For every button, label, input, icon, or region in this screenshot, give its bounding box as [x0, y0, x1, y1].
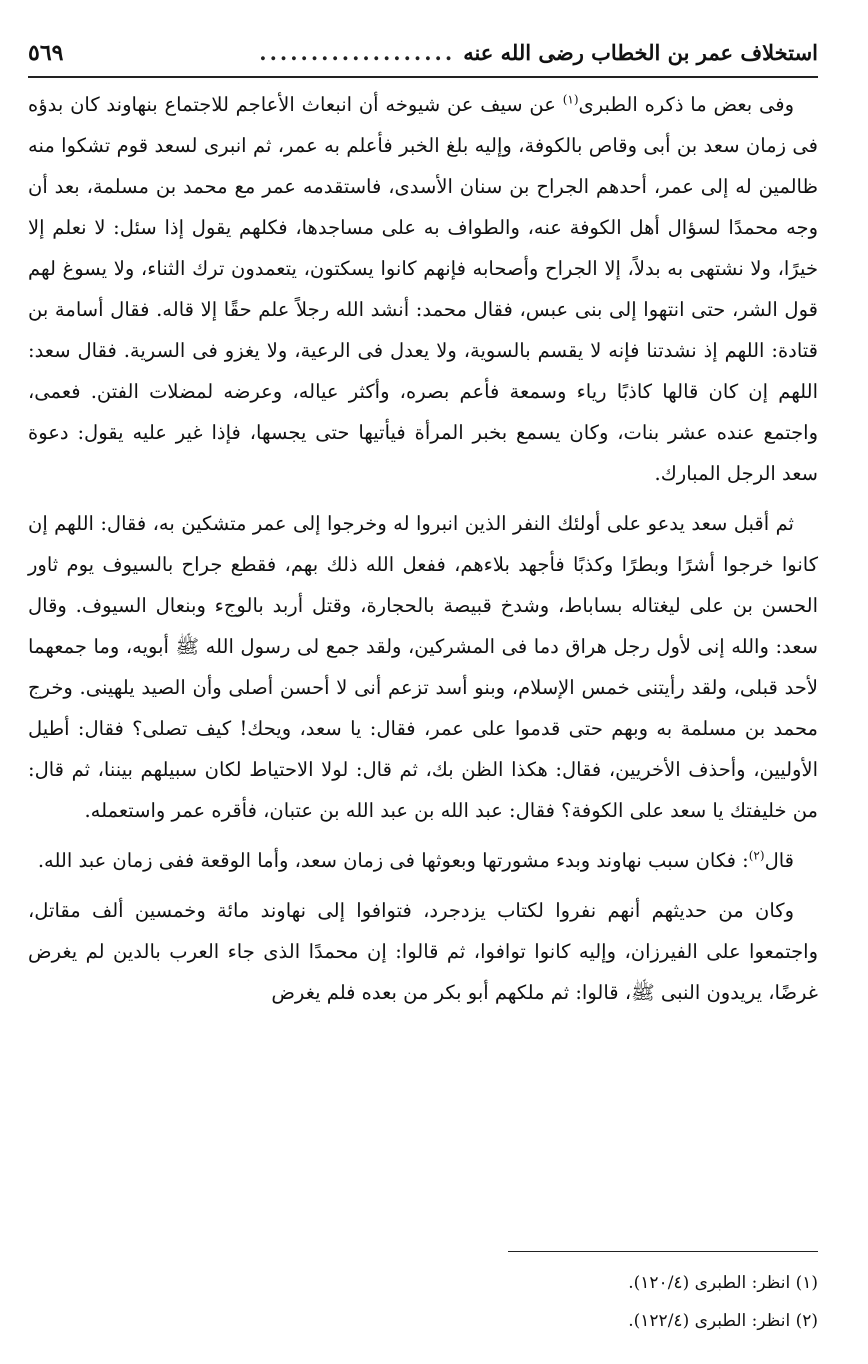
footnotes — [318, 1264, 818, 1340]
main-text — [28, 84, 818, 1013]
running-header — [28, 40, 818, 78]
chapter-title: استخلاف عمر بن الخطاب رضى الله عنه — [463, 40, 818, 65]
paragraph-3-opening: قال — [764, 849, 794, 872]
paragraph-3-text: : فكان سبب نهاوند وبدء مشورتها وبعوثها فى زمان سعد، وأما الوقعة ففى زمان عبد الله. — [37, 849, 749, 872]
paragraph-4: وكان من حديثهم أنهم نفروا لكتاب يزدجرد، فتوافوا إلى نهاوند مائة وخمسين ألف مقاتل، واجتمعوا على الفيرزان، وإليه كانوا توافوا، ثم قالوا: إن محمدًا الذى جاء العرب بالدين لم يغرض غرضًا، يريدون النبى ﷺ، قالوا: ثم ملكهم أبو بكر من بعده فلم يغرض — [28, 899, 818, 1004]
page-number: ٥٦٩ — [28, 40, 64, 66]
paragraph-1 — [28, 84, 818, 494]
paragraph-3 — [28, 840, 818, 881]
footnote-1: (١) انظر: الطبرى (١٢٠/٤). — [628, 1273, 818, 1293]
footnote-ref-2: (٢) — [748, 848, 765, 863]
footnote-separator — [508, 1251, 818, 1252]
paragraph-1-opening: وفى بعض ما ذكره الطبرى — [578, 93, 794, 116]
paragraph-1-text: عن سيف عن شيوخه أن انبعاث الأعاجم للاجتماع بنهاوند كان بدؤه فى زمان سعد بن أبى وقاص بالكوفة، وإليه بلغ الخبر فأعلم به عمر، ثم انبرى لسعد قوم تشكوا منه ظالمين له إلى عمر، أحدهم الجراح بن سنان الأسدى، فاستقدمه عمر مع محمد بن مسلمة، بعد أن وجه محمدًا لسؤال أهل الكوفة عنه، والطواف به على مساجدها، فكلهم يقول إذا سئل: لا نعلم إلا خيرًا، ولا نشتهى به بدلاً، إلا الجراح وأصحابه فإنهم كانوا يسكتون، يتعمدون ترك الثناء، ولا يسوغ لهم قول الشر، حتى انتهوا إلى بنى عبس، فقال محمد: أنشد الله رجلاً علم حقًا إلا قاله. فقال أسامة بن قتادة: اللهم إذ نشدتنا فإنه لا يقسم بالسوية، ولا يعدل فى الرعية، ولا يغزو فى السرية. فقال سعد: اللهم إن كان قالها كاذبًا رياء وسمعة فأعم بصره، وأكثر عياله، وعرضه لمضلات الفتن. فعمى، واجتمع عنده عشر بنات، وكان يسمع بخبر المرأة فيأتيها حتى يجسها، فإذا غير عليه يقول: دعوة سعد الرجل المبارك. — [28, 93, 818, 485]
paragraph-2: ثم أقبل سعد يدعو على أولئك النفر الذين انبروا له وخرجوا إلى عمر متشكين به، فقال: اللهم إن كانوا خرجوا أشرًا وبطرًا وكذبًا فأجهد بلاءهم، ففعل الله ذلك بهم، فقطع جراح بالسيوف يوم ثاور الحسن بن على ليغتاله بساباط، وشدخ قبيصة بالحجارة، وقتل أربد بالوجء وبنعال السيوف. وقال سعد: والله إنى لأول رجل هراق دما فى المشركين، ولقد جمع لى رسول الله ﷺ أبويه، وما جمعهما لأحد قبلى، ولقد رأيتنى خمس الإسلام، وبنو أسد تزعم أنى لا أحسن أصلى وأن الصيد يلهينى. وخرج محمد بن مسلمة به وبهم حتى قدموا على عمر، فقال: يا سعد، ويحك! كيف تصلى؟ فقال: أطيل الأوليين، وأحذف الأخريين، فقال: هكذا الظن بك، ثم قال: لولا الاحتياط لكان سبيلهم بيننا، ثم قال: من خليفتك يا سعد على الكوفة؟ فقال: عبد الله بن عبد الله بن عتبان، فأقره عمر واستعمله. — [28, 512, 818, 822]
footnote-ref-1: (١) — [562, 92, 579, 107]
footnote-2: (٢) انظر: الطبرى (١٢٢/٤). — [628, 1311, 818, 1331]
header-leader-dots: ................... — [259, 40, 456, 65]
